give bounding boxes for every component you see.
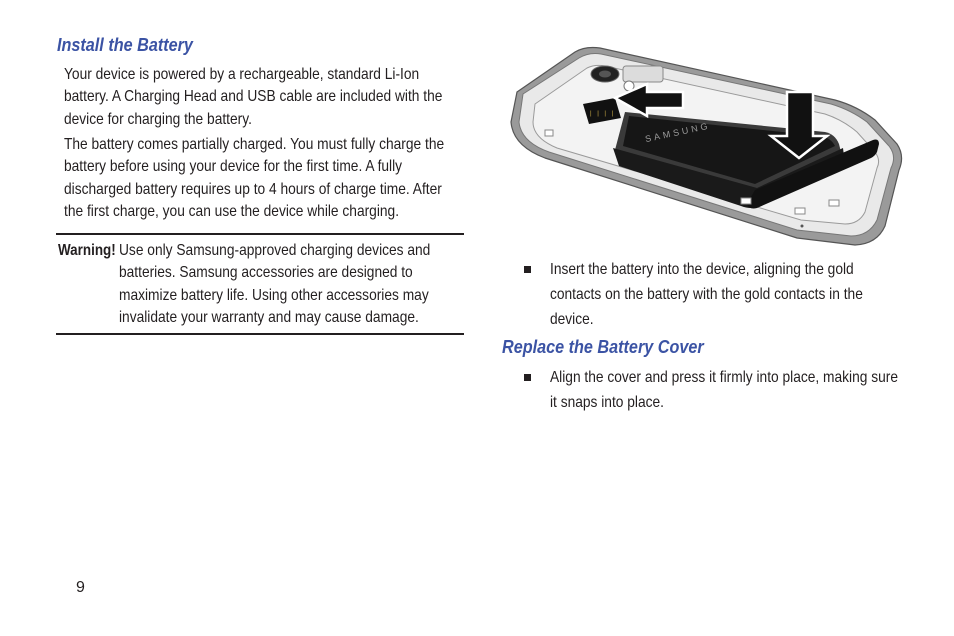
heading-install-battery: Install the Battery bbox=[57, 35, 193, 55]
battery-brand-label: SAMSUNG bbox=[644, 120, 712, 145]
page-number: 9 bbox=[76, 579, 85, 596]
warning-bottom-rule bbox=[56, 333, 464, 335]
warning-text: Use only Samsung-approved charging devices and batteries. Samsung accessories are designed to maximize battery life. Using other accessories may invalidate your warranty and may cause damage. bbox=[119, 242, 431, 326]
bullet-marker bbox=[524, 374, 531, 381]
heading-replace-cover: Replace the Battery Cover bbox=[502, 337, 704, 357]
step-insert-battery: Insert the battery into the device, aligning the gold contacts on the battery with the gold contacts in the device. bbox=[550, 261, 863, 328]
svg-text:| | | |: | | | | bbox=[589, 110, 615, 117]
warning-label: Warning! bbox=[58, 242, 116, 259]
step-replace-cover: Align the cover and press it firmly into place, making sure it snaps into place. bbox=[550, 369, 898, 411]
warning-top-rule bbox=[56, 233, 464, 235]
battery-insertion-illustration bbox=[505, 40, 905, 248]
install-paragraph-2: The battery comes partially charged. You must fully charge the battery before using your device for the first time. A fully discharged battery requires up to 4 hours of charge time. After the first charge, you can use the device while charging. bbox=[64, 136, 445, 220]
bullet-marker bbox=[524, 266, 531, 273]
install-paragraph-1: Your device is powered by a rechargeable, standard Li-Ion battery. A Charging Head and USB cable are included with the device for charging the battery. bbox=[64, 66, 443, 128]
